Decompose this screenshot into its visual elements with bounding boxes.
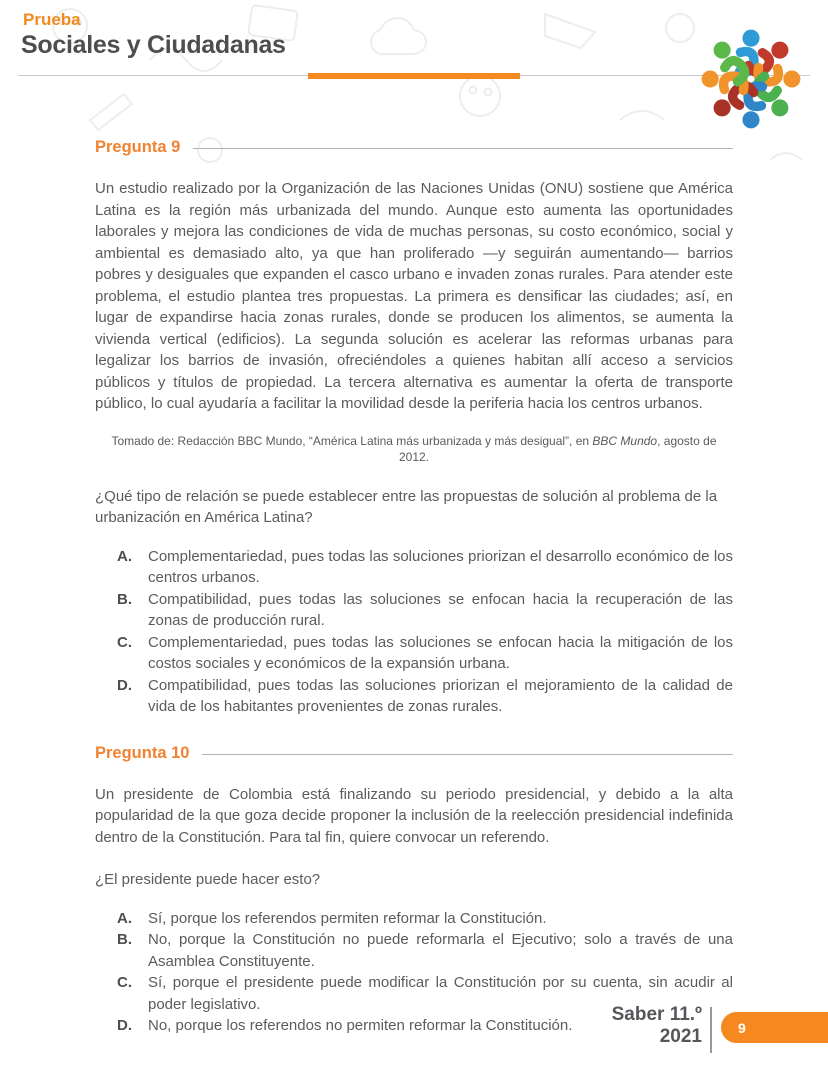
option-letter: A. [117, 909, 132, 927]
option-text: Compatibilidad, pues todas las soluciones se enfocan hacia la recuperación de las zonas de producción rural. [148, 590, 733, 629]
question-label: Pregunta 9 [95, 138, 181, 156]
option-letter: B. [117, 931, 132, 948]
option-text: Complementariedad, pues todas las soluciones se enfocan hacia la mitigación de los costos sociales y económicos de la expansión urbana. [148, 633, 733, 672]
option-b [95, 589, 733, 632]
option-letter: A. [117, 547, 132, 565]
source-prefix: Tomado de: Redacción BBC Mundo, “América Latina más urbanizada y más desigual”, en [111, 433, 593, 448]
source-citation [95, 433, 733, 465]
option-d [95, 675, 733, 718]
option-text: Sí, porque el presidente puede modificar la Constitución por su cuenta, sin acudir al poder legislativo. [148, 974, 733, 1013]
source-italic: BBC Mundo [592, 433, 658, 448]
option-c [95, 632, 733, 675]
option-a [95, 546, 733, 589]
page-number-tab [721, 1012, 828, 1043]
exam-brand-name: Saber 11.º [611, 1004, 702, 1025]
question-label: Pregunta 10 [95, 743, 190, 762]
question-prompt: ¿Qué tipo de relación se puede establecer entre las propuestas de solución al problema de la urbanización en América Latina? [95, 487, 718, 526]
option-text: No, porque los referendos no permiten reformar la Constitución. [148, 1017, 573, 1034]
option-text: Sí, porque los referendos permiten reformar la Constitución. [148, 909, 547, 927]
header-accent-bar [308, 73, 520, 79]
question-rule [193, 148, 733, 149]
content-column [95, 138, 733, 1037]
question-rule [202, 754, 733, 755]
question-header [95, 744, 733, 763]
question-stimulus-text: Un estudio realizado por la Organización de las Naciones Unidas (ONU) sostiene que América Latina es la región más urbanizada del mundo. Aunque esto aumenta las oportunidades laborales y mejora las condiciones de vida de muchas personas, su costo económico, social y ambiental es demasiado alto, ya que han proliferado —y seguirán aumentando— barrios pobres y desiguales que expanden el casco urbano e invaden zonas rurales. Para atender este problema, el estudio plantea tres propuestas. La primera es densificar las ciudades; así, en lugar de expandirse hacia zonas rurales, donde se producen los alimentos, se aumenta la vivienda vertical (edificios). La segunda solución es acelerar las reformas urbanas para legalizar los barrios de invasión, ofreciéndoles a quienes habitan allí acceso a servicios públicos y títulos de propiedad. La tercera alternativa es aumentar la oferta de transporte público, lo cual ayudaría a facilitar la movilidad desde la periferia hacia los centros urbanos. [95, 180, 733, 412]
booklet-kicker: Prueba [23, 10, 81, 29]
question-stimulus-text: Un presidente de Colombia está finalizando su periodo presidencial, y debido a la alta popularidad de la que goza decide proponer la inclusión de la reelección presidencial indefinida dentro de la Constitución. Para tal fin, quiere convocar un referendo. [95, 785, 733, 846]
option-letter: C. [117, 633, 132, 651]
options-list [95, 546, 733, 718]
option-letter: B. [117, 590, 132, 608]
option-letter: C. [117, 974, 132, 991]
question-header [95, 138, 733, 157]
option-letter: D. [117, 1017, 132, 1034]
option-text: No, porque la Constitución no puede reformarla el Ejecutivo; solo a través de una Asamblea Constituyente. [148, 931, 733, 970]
option-letter: D. [117, 676, 132, 694]
page-title: Sociales y Ciudadanas [21, 31, 286, 59]
option-text: Compatibilidad, pues todas las soluciones priorizan el mejoramiento de la calidad de vida de los habitantes provenientes de zonas rurales. [148, 676, 733, 715]
exam-brand-year: 2021 [659, 1026, 702, 1047]
people-circle-logo-icon [694, 22, 808, 136]
question-prompt: ¿El presidente puede hacer esto? [95, 871, 321, 888]
question-block-10 [95, 744, 733, 1037]
option-text: Complementariedad, pues todas las soluciones priorizan el desarrollo económico de los centros urbanos. [148, 547, 733, 586]
source-suffix: , agosto de 2012. [398, 433, 717, 464]
option-a [95, 908, 733, 930]
page-number: 9 [738, 1019, 746, 1036]
question-block-9 [95, 138, 733, 718]
footer-divider [710, 1007, 712, 1053]
option-b [95, 929, 733, 972]
exam-brand [612, 1004, 702, 1048]
